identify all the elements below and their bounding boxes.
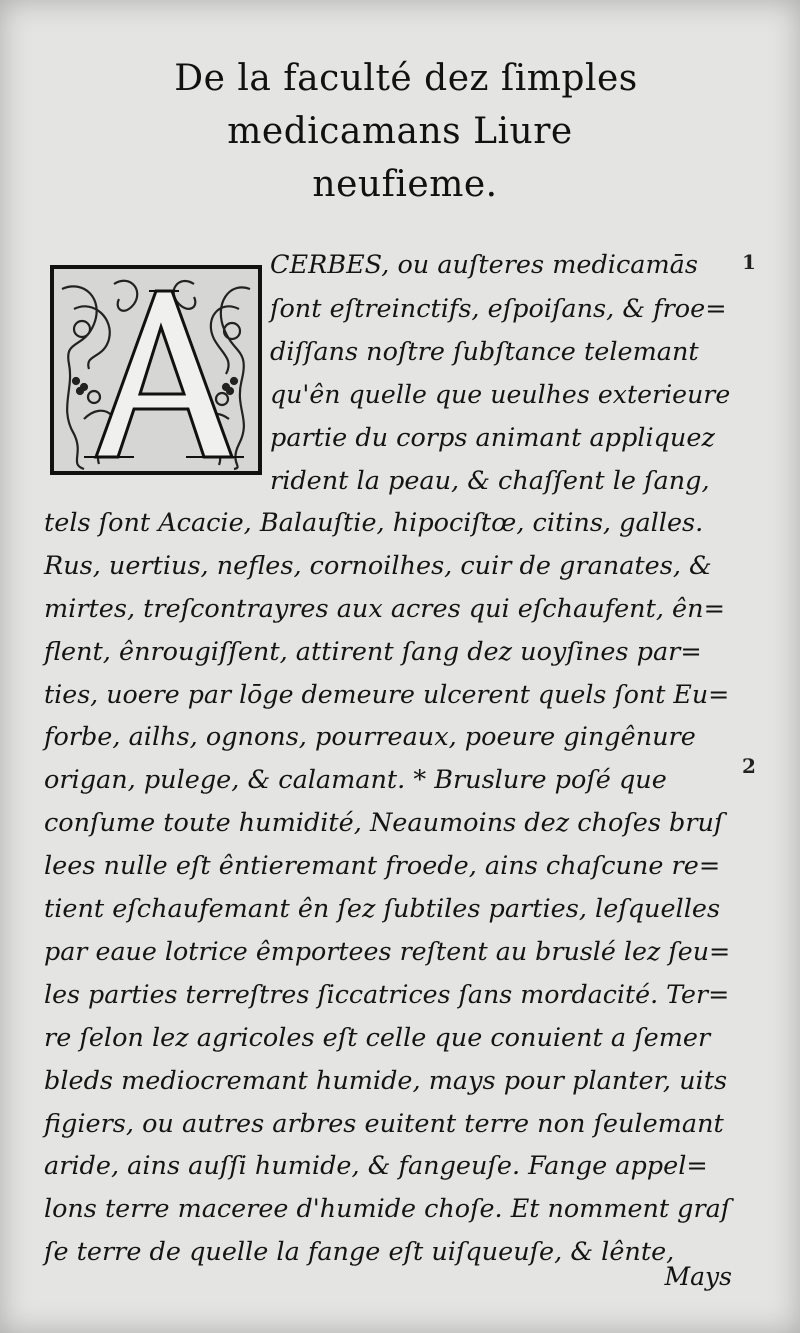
decorated-initial-a [50,265,262,475]
text-line: les parties terreſtres ſiccatrices ſans mordacité. Ter= [44,980,730,1010]
text-line: conſume toute humidité, Neaumoins dez choſes bruſ [44,808,724,838]
margin-note-1: 1 [742,250,756,274]
text-line: ties, uoere par lōge demeure ulcerent quels ſont Eu= [44,680,730,710]
text-line: lees nulle eſt êntieremant froede, ains chaſcune re= [44,851,721,881]
text-line: par eaue lotrice êmportees reſtent au bruslé lez ſeu= [44,937,731,967]
text-line: Rus, uertius, nefles, cornoilhes, cuir de granates, & [44,551,712,581]
title-line-1: De la faculté dez ſimples [174,58,638,99]
text-line: tels ſont Acacie, Balauſtie, hipociſtœ, citins, galles. [44,508,704,538]
text-line: mirtes, treſcontrayres aux acres qui eſchaufent, ên= [44,594,725,624]
text-line: bleds mediocremant humide, mays pour planter, uits [44,1066,728,1096]
margin-note-2: 2 [742,754,756,778]
text-line: flent, ênrougiſſent, attirent ſang dez uoyſines par= [44,637,702,667]
text-line: ſont eſtreinctifs, eſpoiſans, & froe= [270,294,727,324]
text-line: tient eſchaufemant ên ſez ſubtiles parties, leſquelles [44,894,721,924]
text-line: diſſans noſtre ſubſtance telemant [270,337,699,367]
text-line: lons terre maceree d'humide choſe. Et nomment graſ [44,1194,731,1224]
title-line-2: medicamans Liure [227,111,573,152]
text-line: aride, ains auſſi humide, & fangeuſe. Fange appel= [44,1151,708,1181]
text-line: qu'ên quelle que ueulhes exterieure [270,380,731,410]
title-line-3: neufieme. [312,164,498,205]
text-line: re ſelon lez agricoles eſt celle que conuient a ſemer [44,1023,711,1053]
text-line: forbe, ailhs, ognons, pourreaux, poeure gingênure [44,722,696,752]
text-line: CERBES, ou auſteres medicamās [270,250,698,280]
text-line: rident la peau, & chaſſent le ſang, [270,466,710,496]
text-line: ſe terre de quelle la fange eſt uiſqueuſe, & lênte, [44,1237,675,1267]
text-line: figiers, ou autres arbres euitent terre non ſeulemant [44,1109,724,1139]
text-line: partie du corps animant appliquez [270,423,715,453]
text-line: origan, pulege, & calamant. * Bruslure poſé que [44,765,667,795]
ornament-initial-icon [54,269,258,471]
chapter-title [0,52,800,211]
catchword: Mays [664,1262,732,1291]
